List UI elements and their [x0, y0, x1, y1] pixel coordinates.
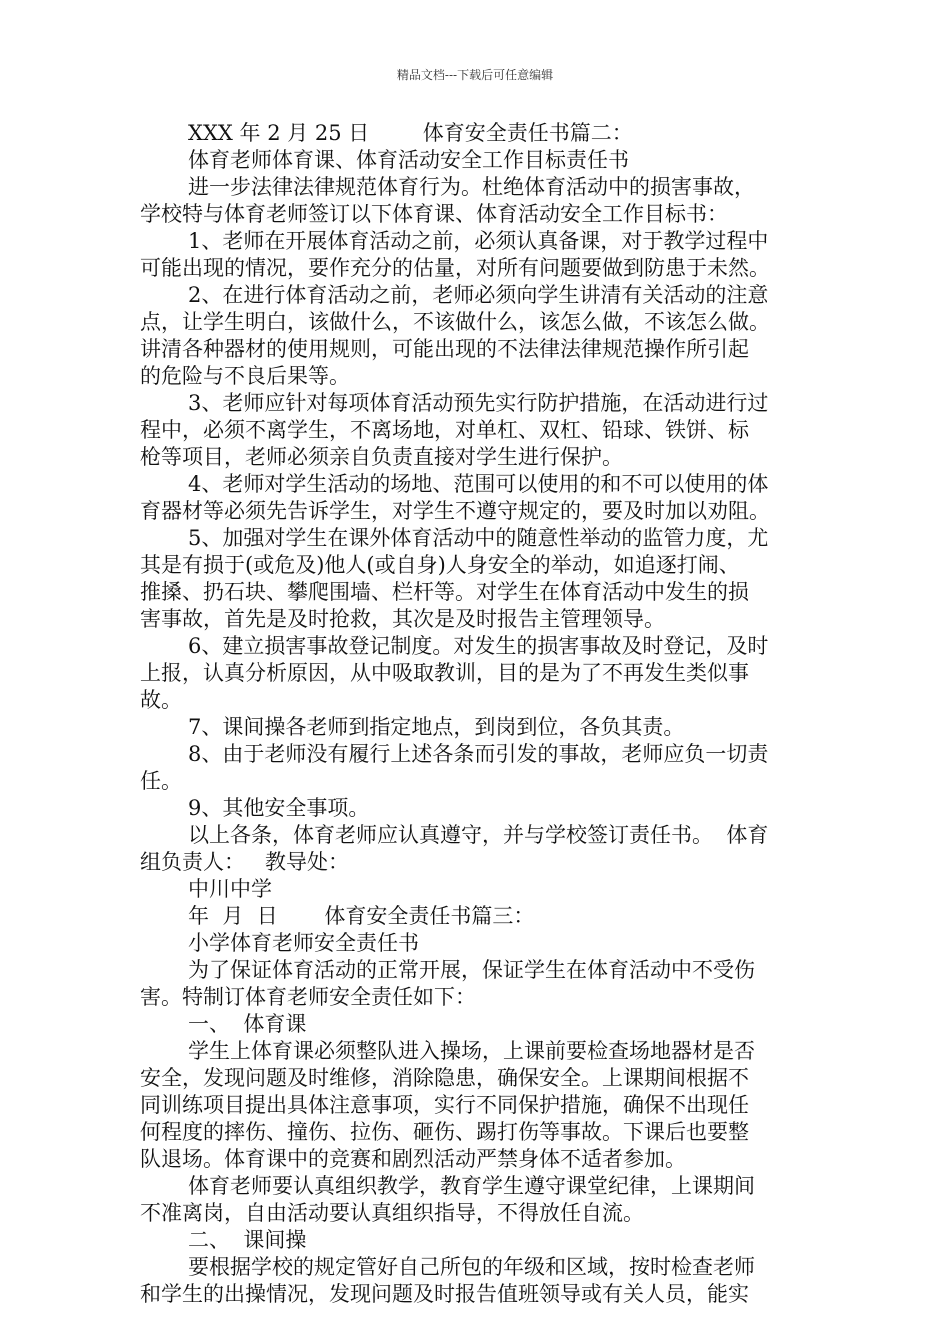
text-line: 枪等项目，老师必须亲自负责直接对学生进行保护。: [140, 445, 623, 469]
text-line: 进一步法律法律规范体育行为。杜绝体育活动中的损害事故，: [188, 175, 755, 199]
text-line: 以上各条，体育老师应认真遵守，并与学校签订责任书。 体育: [188, 823, 769, 847]
text-line: 学生上体育课必须整队进入操场，上课前要检查场地器材是否: [188, 1039, 755, 1063]
text-line: 害事故，首先是及时抢救，其次是及时报告主管理领导。: [140, 607, 665, 631]
text-line: 学校特与体育老师签订以下体育课、体育活动安全工作目标书：: [140, 202, 728, 226]
text-line: 中川中学: [188, 877, 272, 901]
text-line: 上报，认真分析原因，从中吸取教训，目的是为了不再发生类似事: [140, 661, 749, 685]
page-header: 精品文档---下载后可任意编辑: [396, 68, 554, 82]
text-line: 小学体育老师安全责任书: [188, 931, 419, 955]
text-line: 4、老师对学生活动的场地、范围可以使用的和不可以使用的体: [188, 472, 769, 496]
text-line: 故。: [140, 688, 182, 712]
text-line: 2、在进行体育活动之前，老师必须向学生讲清有关活动的注意: [188, 283, 769, 307]
text-line: 一、 体育课: [188, 1012, 307, 1036]
text-line: 何程度的摔伤、撞伤、拉伤、砸伤、踢打伤等事故。下课后也要整: [140, 1120, 749, 1144]
text-line: 队退场。体育课中的竞赛和剧烈活动严禁身体不适者参加。: [140, 1147, 686, 1171]
text-line: 年 月 日 体育安全责任书篇三：: [188, 904, 535, 928]
text-line: 6、建立损害事故登记制度。对发生的损害事故及时登记，及时: [188, 634, 769, 658]
text-line: 讲清各种器材的使用规则，可能出现的不法律法律规范操作所引起: [140, 337, 749, 361]
text-line: 任。: [140, 769, 182, 793]
text-line: 育器材等必须先告诉学生，对学生不遵守规定的，要及时加以劝阻。: [140, 499, 770, 523]
text-line: 安全，发现问题及时维修，消除隐患，确保安全。上课期间根据不: [140, 1066, 749, 1090]
text-line: 可能出现的情况，要作充分的估量，对所有问题要做到防患于未然。: [140, 256, 770, 280]
text-line: XXX 年 2 月 25 日 体育安全责任书篇二：: [188, 121, 633, 145]
text-line: 9、其他安全事项。: [188, 796, 370, 820]
text-line: 3、老师应针对每项体育活动预先实行防护措施，在活动进行过: [188, 391, 769, 415]
text-line: 1、老师在开展体育活动之前，必须认真备课，对于教学过程中: [188, 229, 769, 253]
text-line: 不准离岗，自由活动要认真组织指导，不得放任自流。: [140, 1201, 644, 1225]
text-line: 为了保证体育活动的正常开展，保证学生在体育活动中不受伤: [188, 958, 755, 982]
text-line: 5、加强对学生在课外体育活动中的随意性举动的监管力度，尤: [188, 526, 769, 550]
text-line: 推搡、扔石块、攀爬围墙、栏杆等。对学生在体育活动中发生的损: [140, 580, 749, 604]
text-line: 和学生的出操情况，发现问题及时报告值班领导或有关人员，能实: [140, 1282, 749, 1306]
text-line: 7、课间操各老师到指定地点，到岗到位，各负其责。: [188, 715, 685, 739]
text-line: 二、 课间操: [188, 1228, 307, 1252]
text-line: 体育老师要认真组织教学，教育学生遵守课堂纪律，上课期间: [188, 1174, 755, 1198]
text-line: 8、由于老师没有履行上述各条而引发的事故，老师应负一切责: [188, 742, 769, 766]
text-line: 体育老师体育课、体育活动安全工作目标责任书: [188, 148, 629, 172]
text-line: 同训练项目提出具体注意事项，实行不同保护措施，确保不出现任: [140, 1093, 749, 1117]
text-line: 程中，必须不离学生，不离场地，对单杠、双杠、铅球、铁饼、标: [140, 418, 749, 442]
text-line: 点，让学生明白，该做什么，不该做什么，该怎么做，不该怎么做。: [140, 310, 770, 334]
text-line: 其是有损于(或危及)他人(或自身)人身安全的举动，如追逐打闹、: [140, 553, 740, 577]
text-line: 组负责人： 教导处：: [140, 850, 350, 874]
text-line: 害。特制订体育老师安全责任如下：: [140, 985, 476, 1009]
document-body: [140, 120, 820, 1308]
text-line: 的危险与不良后果等。: [140, 364, 350, 388]
text-line: 要根据学校的规定管好自己所包的年级和区域，按时检查老师: [188, 1255, 755, 1279]
